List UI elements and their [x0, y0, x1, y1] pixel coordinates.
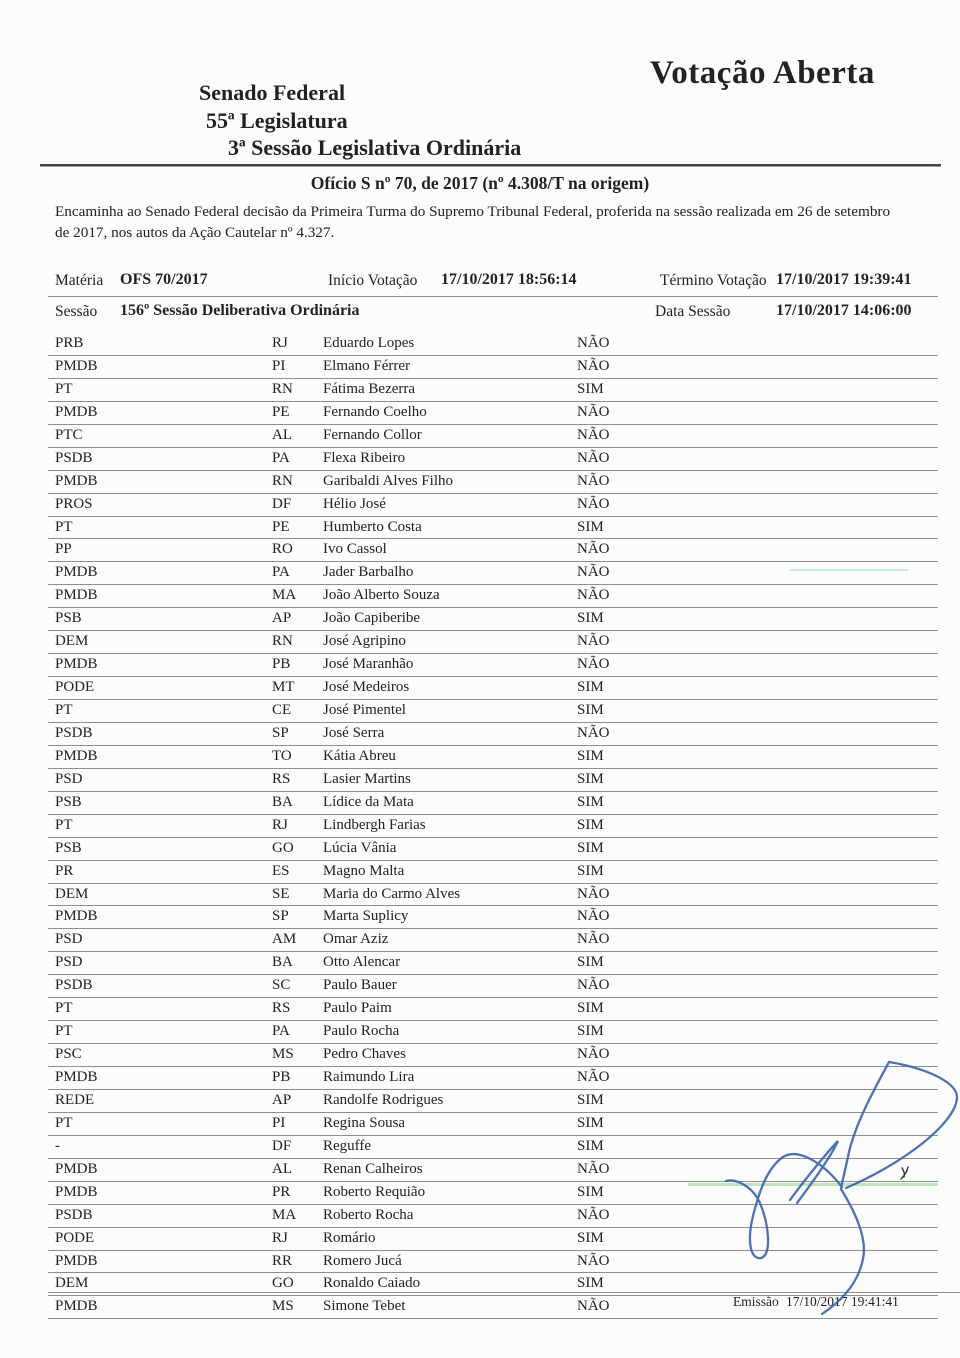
inicio-votacao-value: 17/10/2017 18:56:14 — [441, 271, 577, 288]
vote-cell: SIM — [577, 1091, 604, 1108]
uf-cell: BA — [272, 954, 293, 971]
senator-cell: Jader Barbalho — [323, 564, 414, 581]
table-row — [48, 448, 938, 471]
table-row — [48, 906, 938, 929]
senator-cell: Pedro Chaves — [323, 1046, 406, 1063]
party-cell: PSDB — [55, 977, 93, 994]
party-cell: PMDB — [55, 747, 98, 764]
emissao-value: 17/10/2017 19:41:41 — [786, 1294, 899, 1309]
vote-cell: SIM — [577, 1000, 604, 1017]
materia-label: Matéria — [55, 272, 104, 289]
table-row — [48, 746, 938, 769]
signature-loop-stroke — [726, 1154, 842, 1258]
uf-cell: PI — [272, 1114, 286, 1131]
party-cell: PODE — [55, 679, 95, 696]
document-title: Ofício S nº 70, de 2017 (nº 4.308/T na origem) — [310, 173, 650, 193]
uf-cell: AP — [272, 610, 292, 627]
vote-cell: NÃO — [577, 472, 610, 489]
uf-cell: DF — [272, 1137, 292, 1154]
senator-cell: Lídice da Mata — [323, 793, 414, 810]
vote-cell: NÃO — [577, 977, 610, 994]
table-row — [48, 700, 938, 723]
inicio-votacao-label: Início Votação — [328, 272, 418, 289]
party-cell: PSB — [55, 839, 82, 856]
senator-cell: Ronaldo Caiado — [323, 1275, 421, 1292]
vote-cell: NÃO — [577, 426, 610, 443]
uf-cell: SC — [272, 977, 291, 994]
senator-cell: Lindbergh Farias — [323, 816, 426, 833]
uf-cell: RJ — [272, 1229, 288, 1246]
table-row — [48, 884, 938, 907]
uf-cell: RJ — [272, 335, 288, 351]
party-cell: REDE — [55, 1091, 95, 1108]
party-cell: PMDB — [55, 1298, 98, 1315]
uf-cell: RN — [272, 633, 293, 650]
vote-cell: SIM — [577, 1023, 604, 1040]
report-type-title: Votação Aberta — [650, 55, 875, 91]
table-row — [48, 517, 938, 540]
party-cell: DEM — [55, 885, 89, 902]
uf-cell: CE — [272, 702, 292, 718]
table-row — [48, 677, 938, 700]
senator-cell: Romário — [323, 1229, 376, 1246]
senator-cell: Simone Tebet — [323, 1298, 406, 1315]
party-cell: PSDB — [55, 724, 93, 741]
table-row — [48, 975, 938, 998]
senator-cell: José Serra — [323, 724, 385, 741]
uf-cell: AM — [272, 931, 297, 948]
uf-cell: PA — [272, 564, 290, 581]
uf-cell: MS — [272, 1298, 294, 1315]
party-cell: PMDB — [55, 564, 98, 581]
table-row — [48, 608, 938, 631]
party-cell: PT — [55, 1114, 73, 1131]
uf-cell: PA — [272, 449, 290, 466]
party-cell: PSD — [55, 931, 83, 948]
uf-cell: AP — [272, 1091, 292, 1108]
vote-cell: SIM — [577, 518, 604, 535]
vote-cell: SIM — [577, 747, 604, 764]
vote-cell: NÃO — [577, 587, 610, 604]
uf-cell: PE — [272, 403, 290, 420]
vote-cell: NÃO — [577, 908, 610, 925]
header-divider — [40, 164, 941, 167]
senator-cell: Kátia Abreu — [323, 747, 396, 764]
party-cell: PMDB — [55, 1183, 98, 1200]
party-cell: PSB — [55, 793, 82, 810]
party-cell: PTC — [55, 426, 83, 443]
vote-cell: NÃO — [577, 1298, 610, 1315]
senator-cell: Fátima Bezerra — [323, 380, 416, 397]
uf-cell: PI — [272, 357, 286, 374]
vote-cell: NÃO — [577, 656, 610, 673]
vote-cell: NÃO — [577, 357, 610, 374]
party-cell: DEM — [55, 1275, 89, 1292]
party-cell: PODE — [55, 1229, 95, 1246]
uf-cell: RR — [272, 1252, 293, 1269]
table-row — [48, 356, 938, 379]
meta-divider-line — [48, 296, 938, 297]
table-row — [48, 562, 938, 585]
uf-cell: GO — [272, 839, 294, 856]
party-cell: PT — [55, 518, 73, 535]
termino-votacao-value: 17/10/2017 19:39:41 — [776, 271, 912, 288]
party-cell: PT — [55, 816, 73, 833]
uf-cell: AL — [272, 426, 292, 443]
senator-cell: Garibaldi Alves Filho — [323, 472, 453, 489]
table-row — [48, 494, 938, 517]
vote-cell: NÃO — [577, 495, 610, 512]
senator-cell: Reguffe — [323, 1137, 372, 1154]
party-cell: PMDB — [55, 1160, 98, 1177]
senator-cell: João Alberto Souza — [323, 587, 440, 604]
senator-cell: José Medeiros — [323, 679, 410, 696]
party-cell: - — [55, 1137, 60, 1154]
senator-cell: Marta Suplicy — [323, 908, 409, 925]
uf-cell: SP — [272, 724, 289, 741]
table-row — [48, 402, 938, 425]
senator-cell: Magno Malta — [323, 862, 405, 879]
vote-cell: NÃO — [577, 633, 610, 650]
table-row — [48, 631, 938, 654]
senator-cell: Romero Jucá — [323, 1252, 402, 1269]
uf-cell: DF — [272, 495, 292, 512]
party-cell: PP — [55, 541, 72, 558]
senator-cell: Renan Calheiros — [323, 1160, 423, 1177]
senator-cell: Maria do Carmo Alves — [323, 885, 461, 902]
org-title: Senado Federal — [199, 80, 346, 105]
party-cell: PR — [55, 862, 74, 879]
party-cell: PMDB — [55, 908, 98, 925]
vote-cell: SIM — [577, 1183, 604, 1200]
uf-cell: BA — [272, 793, 293, 810]
party-cell: PSD — [55, 954, 83, 971]
signature-main-stroke — [822, 1062, 889, 1314]
party-cell: PT — [55, 1000, 73, 1017]
data-sessao-value: 17/10/2017 14:06:00 — [776, 302, 912, 319]
table-row — [48, 952, 938, 975]
senator-cell: Paulo Paim — [323, 1000, 392, 1017]
vote-cell: SIM — [577, 770, 604, 787]
table-row — [48, 654, 938, 677]
senator-cell: Fernando Coelho — [323, 403, 427, 420]
table-row — [48, 792, 938, 815]
vote-cell: SIM — [577, 816, 604, 833]
uf-cell: GO — [272, 1275, 294, 1292]
vote-cell: NÃO — [577, 1252, 610, 1269]
senator-cell: Eduardo Lopes — [323, 335, 415, 351]
senator-cell: Paulo Rocha — [323, 1023, 400, 1040]
vote-cell: NÃO — [577, 724, 610, 741]
uf-cell: RJ — [272, 816, 288, 833]
senator-cell: Lasier Martins — [323, 770, 411, 787]
uf-cell: PB — [272, 1069, 291, 1085]
senator-cell: Elmano Férrer — [323, 357, 411, 374]
sessao-label: Sessão — [55, 303, 98, 320]
party-cell: PT — [55, 702, 73, 718]
handwritten-signature — [680, 1030, 960, 1330]
uf-cell: MA — [272, 587, 297, 604]
vote-cell: SIM — [577, 702, 604, 718]
vote-cell: NÃO — [577, 541, 610, 558]
table-row — [48, 723, 938, 746]
vote-cell: SIM — [577, 1114, 604, 1131]
vote-cell: NÃO — [577, 1046, 610, 1063]
senator-cell: José Agripino — [323, 633, 406, 650]
vote-cell: NÃO — [577, 1160, 610, 1177]
materia-value: OFS 70/2017 — [120, 271, 208, 288]
vote-cell: NÃO — [577, 931, 610, 948]
party-cell: PSDB — [55, 1206, 93, 1223]
table-row — [48, 861, 938, 884]
termino-votacao-label: Término Votação — [660, 272, 767, 289]
vote-cell: NÃO — [577, 1206, 610, 1223]
stray-ink-mark — [901, 1167, 908, 1179]
vote-cell: NÃO — [577, 449, 610, 466]
uf-cell: MS — [272, 1046, 294, 1063]
party-cell: PSDB — [55, 449, 93, 466]
senator-cell: Fernando Collor — [323, 426, 422, 443]
uf-cell: AL — [272, 1160, 292, 1177]
uf-cell: MT — [272, 679, 295, 696]
vote-cell: SIM — [577, 839, 604, 856]
senator-cell: José Maranhão — [323, 656, 414, 673]
senator-cell: José Pimentel — [323, 702, 406, 718]
senator-cell: João Capiberibe — [323, 610, 421, 627]
party-cell: PSD — [55, 770, 83, 787]
data-sessao-label: Data Sessão — [655, 303, 731, 320]
senator-cell: Flexa Ribeiro — [323, 449, 406, 466]
uf-cell: RS — [272, 770, 291, 787]
vote-cell: NÃO — [577, 1069, 610, 1085]
vote-cell: NÃO — [577, 403, 610, 420]
senator-cell: Randolfe Rodrigues — [323, 1091, 444, 1108]
party-cell: PMDB — [55, 656, 98, 673]
signature-arc-stroke — [846, 1062, 957, 1188]
table-row — [48, 333, 938, 356]
party-cell: PMDB — [55, 1069, 98, 1085]
table-row — [48, 929, 938, 952]
vote-cell: NÃO — [577, 885, 610, 902]
table-row — [48, 838, 938, 861]
table-row — [48, 585, 938, 608]
party-cell: PMDB — [55, 1252, 98, 1269]
vote-cell: SIM — [577, 679, 604, 696]
party-cell: PSB — [55, 610, 82, 627]
party-cell: PMDB — [55, 403, 98, 420]
senator-cell: Paulo Bauer — [323, 977, 397, 994]
signature-needle-loop — [790, 1141, 838, 1203]
vote-cell: SIM — [577, 1275, 604, 1292]
table-row — [48, 471, 938, 494]
uf-cell: RN — [272, 380, 293, 397]
vote-cell: SIM — [577, 954, 604, 971]
party-cell: PSC — [55, 1046, 82, 1063]
vote-cell: NÃO — [577, 335, 610, 351]
party-cell: PT — [55, 1023, 73, 1040]
table-row — [48, 425, 938, 448]
senator-cell: Humberto Costa — [323, 518, 422, 535]
senator-cell: Otto Alencar — [323, 954, 401, 971]
vote-cell: SIM — [577, 1137, 604, 1154]
senator-cell: Roberto Requião — [323, 1183, 426, 1200]
vote-cell: NÃO — [577, 564, 610, 581]
uf-cell: RO — [272, 541, 293, 558]
party-cell: PMDB — [55, 472, 98, 489]
uf-cell: PA — [272, 1023, 290, 1040]
party-cell: PMDB — [55, 357, 98, 374]
senator-cell: Roberto Rocha — [323, 1206, 414, 1223]
uf-cell: PE — [272, 518, 290, 535]
vote-cell: SIM — [577, 793, 604, 810]
party-cell: PMDB — [55, 587, 98, 604]
vote-cell: SIM — [577, 380, 604, 397]
scan-highlight-artifact — [790, 569, 908, 571]
uf-cell: PB — [272, 656, 291, 673]
emissao-label: Emissão — [733, 1294, 779, 1309]
senator-cell: Ivo Cassol — [323, 541, 387, 558]
party-cell: PROS — [55, 495, 93, 512]
senator-cell: Regina Sousa — [323, 1114, 406, 1131]
uf-cell: MA — [272, 1206, 297, 1223]
uf-cell: TO — [272, 747, 292, 764]
senator-cell: Omar Aziz — [323, 931, 389, 948]
table-row — [48, 998, 938, 1021]
legislative-session-title: 3ª Sessão Legislativa Ordinária — [228, 135, 522, 160]
party-cell: DEM — [55, 633, 89, 650]
senator-cell: Hélio José — [323, 495, 386, 512]
party-cell: PT — [55, 380, 73, 397]
senator-cell: Lúcia Vânia — [323, 839, 397, 856]
table-row — [48, 815, 938, 838]
senator-cell: Raimundo Lira — [323, 1069, 415, 1085]
legislature-title: 55ª Legislatura — [206, 108, 348, 133]
uf-cell: ES — [272, 862, 290, 879]
vote-cell: SIM — [577, 862, 604, 879]
table-row — [48, 539, 938, 562]
party-cell: PRB — [55, 335, 84, 351]
vote-cell: SIM — [577, 1229, 604, 1246]
uf-cell: RS — [272, 1000, 291, 1017]
sessao-value: 156º Sessão Deliberativa Ordinária — [120, 302, 360, 319]
uf-cell: SE — [272, 885, 290, 902]
uf-cell: SP — [272, 908, 289, 925]
document-summary: Encaminha ao Senado Federal decisão da Primeira Turma do Supremo Tribunal Federal, proferida na sessão realizada em 26 de setembro de 2017, nos autos da Ação Cautelar nº 4.327. — [55, 203, 891, 241]
uf-cell: RN — [272, 472, 293, 489]
table-row — [48, 379, 938, 402]
uf-cell: PR — [272, 1183, 291, 1200]
table-row — [48, 769, 938, 792]
vote-cell: SIM — [577, 610, 604, 627]
